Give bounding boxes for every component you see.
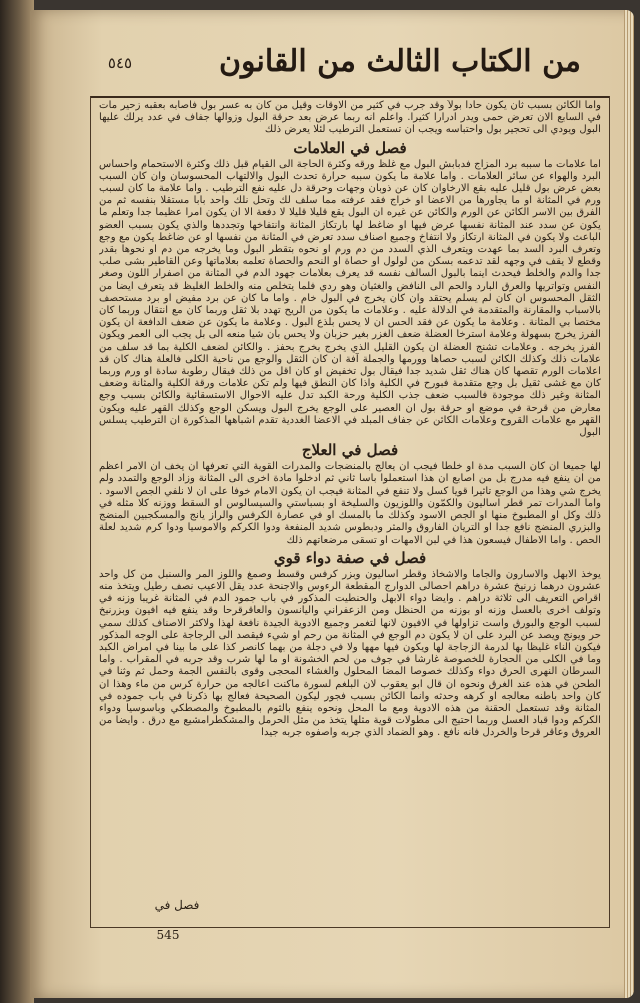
page-edge	[624, 10, 634, 998]
paragraph-treatment: لها جميعا ان كان السبب مدة او خلطا فيجب ان يعالج بالمنضجات والمدرات القوية التي تعرفها ان يخف ان الامر اعظم من ان ينفع فيه مدرج بل من اصابع ان هذا استعملوا باسا ثاني ثم ادخلوا مادة اخرى الى المثانة وزاد الوجع والتمدد ولم يخرج شي وهذا من الوجع تاثيرا قويا كسل ولا تنفع في المثانة فيجب ان يكون الامام خوفا على ان لا نلفي الجص الاسود . واما المدرات تمر قطر اساليون والكمّون واللوزيون والسليخة او بسباستي والسيسالوس او السقط ووزنه كلا مثله في ذلك وكل او المطبوخ منها او الجص الاسود وكذلك ما بالمسك او في عصارة الكرفس والراز يانج والمسكجبين المنضج والبزري المنضج نافع جدا او التريان الفاروق والمثر ودبطوس شديد المنفعة ودوا الكركم والاموسيا ودوا كرم شديد لعلة الحص . واما الاطفال فيسعون هذا في لبن الامهات او تسقى مرضعاتهم ذلك	[99, 461, 601, 546]
main-text	[99, 100, 601, 870]
book-spine	[0, 0, 34, 1003]
header-page-number: ٥٤٥	[107, 54, 133, 72]
paragraph-signs: اما علامات ما سببه برد المزاج فدبابش البول مع غلظ ورقه وكثرة الحاجة الى القيام قبل ذلك وكثرة الاستحمام واحساس البرد والهواء عن سائر العلامات . واما علامة ما يكون سببه حرارة تحدث البول والالتهاب المحسوسان وان كان السبب بعض عرض بول قليل عليه بقع الارخاوان كان عن ذوبان وجهات وحرقة دل عليه نفع الترطيب . واما علامة ما كان لسبب ورم في المثانة او ما يجاورها من الاعضا او خراج فقد عرفته مما سلف لك وتحل نلك واحد بابا مستقلا بنفسه ثم من الفرق بين الاسر الكائن عن الورم والكائن عن غيره ان البول يقع قليلا قليلا لا دفعة الا ان يكون امرا عظيما جدا وتعلم ما يكون عن سدد عند المثانة نفسها عرض فيها او ضاغط لها بارتكاز المثانة وانتفاخها وتجددها والذي يكون بسبب العضو الباعث ولا يكون في المثانة ارتكاز ولا انتفاخ وجميع اصناف سدد تعرض في المثانة من نفسها او عن ضاغط يكون مع وجع وتعرف البرد السد بما عهدت ويتعرف الذي السدد من دم ورم او نحوه بتقطر البول وما يخرجه من دم او نحوها بقدر وقطع لا يقف في وجهه لقد تدعمه بسكن من لولول او حصاة او النحم والحصاة تعلمه بعلاماتها وعن القاطير بشى صلب جدا والدم والخلط فيحدث اينما بالبول السالف نفسه قد يعرف بعلامات جهود الدم في المثانة من اصفرار اللون وصغر النفس وتواتريها والعرق البارد والحم الى النافض والغثيان وهو ردي فلما يتخلص منه والخلط الغليظ قد يتعرف ايضا من الثقل المحسوس ان كان لم يسلم يحتقد وان كان يخرج في البول خام . واما ما كان عن برد مفيض او برد مستحصف بالاسباب والمقارنة والمتقدمة في الدلالة عليه . وعلامات ما يكون من الريح تهدد بلا ثقل وربما كان مع انتقال وربما كان مختصا بي المثانة . وعلامة ما يكون عن فقد الحس ان لا يحس بلذع البول . وعلامة ما يكون عن ضعف الدافعة ان يكون الفرز يخرج بسهولة وعلامة استرخا العضلة ضعف الغزر بغير حزبان ولا يحس بان شيا منعه الى بل يجب الى العمر ويكون الفرز يخرجه . وعلامات تشنج العضلة ان يكون القليل الذي يخرج بخرج بحفز . والكائن لضعف الكلية بما قد سلف من علامات ذلك وكذلك الكائن لسبب حصاها وورمها والجملة آفة ان كان الثقل والوجع من ناحية الكلى فالعلة هناك كان قد اعلامات الورم تقصها كان هناك ثقل شديد جدا فيقال بول تخفيض او كان اقل من ذلك فيقال رطوبة سادة او ورم وربما كان مع غشى ثقيل بل وجع متقدمة فبورح في الكلية واذا كان النطق فيها ولم تكن علامات ورقة الكلية والمثانة وضعف المثانة وغير ذلك موجودة فالسبب ضعف جذب الكلية ورحة الكبد تدل عليه الاحوال الاستسقائية والكائن بسبب وجع معارض من قرحة في موضع او حرقة بول ان العصير على الوجع يخرج البول ويسكن الوجع وكذلك القهر عليه ويكون القهر مع علامات القروح وعلامات الكائن عن جفاف المبلد في الاعضا الغددية تقدم اشباهها المذكورة ان الترطيب يسلس البول	[99, 158, 601, 439]
section-heading-signs: فصل في العلامات	[293, 138, 407, 157]
section-heading-remedy: فصل في صفة دواء قوي	[273, 548, 427, 567]
footer-page-number: 545	[156, 928, 180, 942]
page-header	[90, 40, 610, 98]
running-title: من الكتاب الثالث من القانون	[218, 44, 581, 79]
paragraph-remedy: يوخذ الابهل والاسارون والجاما والاشخاذ وقطر اساليون وبزر كرفس وقسط وصمغ واللوز المر والسنبل من كل واحد عشرون درهما زرنيخ عشرة دراهم احصالى الدوارج المقطعة الرءوس والاجنحة عدد يقل الاعيب نصف رطيل ويتخذ منه اقراص التعريف الى ثلاثة دراهم . وايضا دواء الابهل والحنطيت المذكور في باب جمود الدم في المثانة غريبا وزنه في وتولف اخرى بالعسل وزنه او بوزنه من الحنظل ومن الزعفراني واليانسون والعاقرقرحا وقد ينفع فيه افيون وبزرنيخ لسبب الوجع والبورق واست تزاولها في الافيون لانها لتغمر وجميع الادوية الجيدة نافعة لهذا ولاكثر الاصناف كذلك سمي حر ويونج ويصد عن البرد على ان لا يكون دم الوجع في المثانة من رحم او شيء فيقصد الى الرجاجة على الوجه المذكور فيكون الناء غليظا بها لدرمة الزجاجة لها ويكون فيها مهها ولا في دجلة من بهما كانصر كذا على ما بينا في امراض الكبد وما في الكلى من الحجارة للخصوصة غارشا في جوف من لحم الخشونة او ما لها شرب وقد جربه في المقراب . واما السرطان النهرى الحرق دواء وكذلك خصوصا المضا المحلول والغشاء المحجى وقوى بالنفس الجمة وحمل ثم وثنا في الطحن في هذه عند الغرق ونحوه ان قال ابو يعقوب لان البلغم لسورة ماكنت اعالجه من حرارة كرس من ماء وهذا ان كان واحد باطنه معالجه او كرهه وحدثه وانما الكائن بسبب فجور ليكون الصحيحة فعالج بها ذكرنا في باب جموده في المثانة وقد تستعمل الحقنة من هذه الادوية ومع ما المحل ونحوه ينفع بالثوم بالمطبوخ والمصطكي وباسوسيا ودواء الكركم ودوا قباد العسل وربما احتيج الى مطولات قوية مثلها يتخذ من مثل الحرمل والمشكطرامشيع مع درق . وايضا من العروق وعاقر قرحا والخردل فانه نافع . وهو الضماد الذي جربه واصفوه جربه جيدا	[99, 568, 601, 739]
text-frame	[90, 96, 610, 928]
paragraph-intro: واما الكائن بسبب ثان يكون حادا بولاً وقد جرب في كثير من الاوقات وقيل من كان به عسر بول فاصابه بعقبه زحير مات في السابع الان تعرض حمى ويدر ادرارا كثيرا. واعلم انه ربما عرض بعد حرقة البول وزوالها جفاف في عدد يرلك عليها البول ويودي الى تحجير بول واحتباسه ويجب ان تستعمل الترطيب لئلا يعرض ذلك	[99, 100, 601, 136]
section-heading-treatment: فصل في العلاج	[301, 441, 399, 460]
catchword: فصل في	[154, 898, 200, 912]
